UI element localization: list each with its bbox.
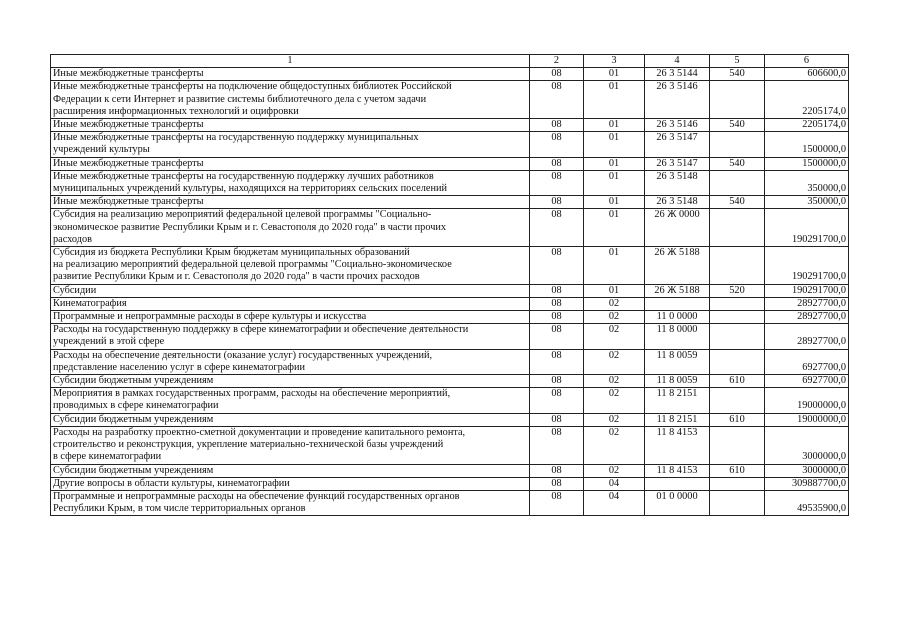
subsection-cell: 01 — [584, 81, 645, 119]
target-article-cell: 26 3 5144 — [645, 68, 710, 81]
section-cell: 08 — [530, 119, 584, 132]
expense-type-cell: 540 — [710, 119, 765, 132]
subsection-cell: 02 — [584, 388, 645, 413]
section-cell: 08 — [530, 68, 584, 81]
section-cell: 08 — [530, 157, 584, 170]
section-cell: 08 — [530, 311, 584, 324]
expense-type-cell — [710, 477, 765, 490]
section-cell: 08 — [530, 284, 584, 297]
item-name-cell: Другие вопросы в области культуры, кинематографии — [51, 477, 530, 490]
expense-type-cell — [710, 247, 765, 285]
table-row — [51, 349, 849, 374]
amount-cell: 2205174,0 — [765, 81, 849, 119]
amount-cell: 28927700,0 — [765, 324, 849, 349]
subsection-cell: 02 — [584, 349, 645, 374]
column-header: 3 — [584, 55, 645, 68]
amount-cell: 28927700,0 — [765, 297, 849, 310]
target-article-cell: 11 8 0059 — [645, 375, 710, 388]
column-header: 5 — [710, 55, 765, 68]
expense-type-cell — [710, 297, 765, 310]
column-header: 1 — [51, 55, 530, 68]
target-article-cell: 11 8 0000 — [645, 324, 710, 349]
expense-type-cell — [710, 170, 765, 195]
table-row — [51, 477, 849, 490]
section-cell: 08 — [530, 170, 584, 195]
section-cell: 08 — [530, 297, 584, 310]
subsection-cell: 01 — [584, 196, 645, 209]
amount-cell: 190291700,0 — [765, 284, 849, 297]
subsection-cell: 01 — [584, 284, 645, 297]
table-row — [51, 311, 849, 324]
header-row — [51, 55, 849, 68]
amount-cell: 1500000,0 — [765, 132, 849, 157]
amount-cell: 350000,0 — [765, 196, 849, 209]
amount-cell: 350000,0 — [765, 170, 849, 195]
budget-table — [50, 54, 849, 516]
expense-type-cell: 540 — [710, 196, 765, 209]
expense-type-cell: 540 — [710, 157, 765, 170]
item-name-cell: Расходы на обеспечение деятельности (оказание услуг) государственных учреждений, представление населению услуг в сфере кинематографии — [51, 349, 530, 374]
amount-cell: 3000000,0 — [765, 426, 849, 464]
target-article-cell: 26 3 5146 — [645, 119, 710, 132]
amount-cell: 49535900,0 — [765, 490, 849, 515]
item-name-cell: Субсидии — [51, 284, 530, 297]
expense-type-cell — [710, 388, 765, 413]
item-name-cell: Иные межбюджетные трансферты — [51, 119, 530, 132]
target-article-cell: 26 Ж 5188 — [645, 284, 710, 297]
table-row — [51, 132, 849, 157]
item-name-cell: Субсидия из бюджета Республики Крым бюджетам муниципальных образований на реализацию мероприятий федеральной целевой программы "Социально-экономическое развитие Республики Крым и г. Севастополя до 2020 года" в части прочих расходов — [51, 247, 530, 285]
expense-type-cell — [710, 132, 765, 157]
table-row — [51, 170, 849, 195]
table-row — [51, 81, 849, 119]
table-row — [51, 196, 849, 209]
item-name-cell: Субсидии бюджетным учреждениям — [51, 464, 530, 477]
table-row — [51, 247, 849, 285]
target-article-cell: 26 3 5147 — [645, 132, 710, 157]
expense-type-cell — [710, 349, 765, 374]
amount-cell: 6927700,0 — [765, 375, 849, 388]
table-row — [51, 324, 849, 349]
section-cell: 08 — [530, 349, 584, 374]
section-cell: 08 — [530, 477, 584, 490]
table-row — [51, 119, 849, 132]
table-row — [51, 375, 849, 388]
target-article-cell: 11 8 4153 — [645, 464, 710, 477]
amount-cell: 606600,0 — [765, 68, 849, 81]
section-cell: 08 — [530, 324, 584, 349]
subsection-cell: 01 — [584, 209, 645, 247]
item-name-cell: Иные межбюджетные трансферты — [51, 196, 530, 209]
amount-cell: 6927700,0 — [765, 349, 849, 374]
subsection-cell: 02 — [584, 324, 645, 349]
subsection-cell: 02 — [584, 311, 645, 324]
item-name-cell: Иные межбюджетные трансферты на государственную поддержку лучших работников муниципальных учреждений культуры, находящихся на территориях сельских поселений — [51, 170, 530, 195]
section-cell: 08 — [530, 464, 584, 477]
expense-type-cell: 610 — [710, 413, 765, 426]
budget-table-page — [50, 54, 848, 516]
item-name-cell: Иные межбюджетные трансферты на подключение общедоступных библиотек Российской Федерации к сети Интернет и развитие системы библиотечного дела с учетом задачи расширения информационных технологий и оцифровки — [51, 81, 530, 119]
column-header: 6 — [765, 55, 849, 68]
subsection-cell: 04 — [584, 490, 645, 515]
table-row — [51, 284, 849, 297]
amount-cell: 309887700,0 — [765, 477, 849, 490]
target-article-cell: 26 3 5148 — [645, 196, 710, 209]
column-header: 2 — [530, 55, 584, 68]
item-name-cell: Программные и непрограммные расходы в сфере культуры и искусства — [51, 311, 530, 324]
expense-type-cell: 540 — [710, 68, 765, 81]
section-cell: 08 — [530, 490, 584, 515]
table-row — [51, 157, 849, 170]
table-row — [51, 297, 849, 310]
target-article-cell: 11 8 2151 — [645, 413, 710, 426]
section-cell: 08 — [530, 375, 584, 388]
subsection-cell: 01 — [584, 119, 645, 132]
section-cell: 08 — [530, 388, 584, 413]
target-article-cell: 11 8 0059 — [645, 349, 710, 374]
item-name-cell: Иные межбюджетные трансферты — [51, 157, 530, 170]
section-cell: 08 — [530, 413, 584, 426]
section-cell: 08 — [530, 426, 584, 464]
amount-cell: 19000000,0 — [765, 413, 849, 426]
table-row — [51, 464, 849, 477]
section-cell: 08 — [530, 132, 584, 157]
subsection-cell: 01 — [584, 157, 645, 170]
item-name-cell: Субсидия на реализацию мероприятий федеральной целевой программы "Социально- экономическое развитие Республики Крым и г. Севастополя до 2020 года" в части прочих расходов — [51, 209, 530, 247]
target-article-cell — [645, 297, 710, 310]
amount-cell: 190291700,0 — [765, 209, 849, 247]
table-row — [51, 426, 849, 464]
expense-type-cell — [710, 490, 765, 515]
item-name-cell: Мероприятия в рамках государственных программ, расходы на обеспечение мероприятий, проводимых в сфере кинематографии — [51, 388, 530, 413]
subsection-cell: 02 — [584, 375, 645, 388]
target-article-cell: 26 3 5146 — [645, 81, 710, 119]
subsection-cell: 01 — [584, 247, 645, 285]
expense-type-cell: 610 — [710, 464, 765, 477]
expense-type-cell — [710, 209, 765, 247]
section-cell: 08 — [530, 247, 584, 285]
column-header: 4 — [645, 55, 710, 68]
expense-type-cell — [710, 426, 765, 464]
table-row — [51, 68, 849, 81]
table-row — [51, 388, 849, 413]
subsection-cell: 02 — [584, 413, 645, 426]
target-article-cell — [645, 477, 710, 490]
amount-cell: 19000000,0 — [765, 388, 849, 413]
target-article-cell: 01 0 0000 — [645, 490, 710, 515]
expense-type-cell — [710, 324, 765, 349]
amount-cell: 3000000,0 — [765, 464, 849, 477]
subsection-cell: 01 — [584, 68, 645, 81]
table-row — [51, 413, 849, 426]
item-name-cell: Расходы на государственную поддержку в сфере кинематографии и обеспечение деятельности учреждений в этой сфере — [51, 324, 530, 349]
target-article-cell: 26 3 5147 — [645, 157, 710, 170]
target-article-cell: 26 Ж 5188 — [645, 247, 710, 285]
target-article-cell: 11 0 0000 — [645, 311, 710, 324]
item-name-cell: Иные межбюджетные трансферты — [51, 68, 530, 81]
section-cell: 08 — [530, 81, 584, 119]
item-name-cell: Субсидии бюджетным учреждениям — [51, 375, 530, 388]
subsection-cell: 01 — [584, 170, 645, 195]
item-name-cell: Кинематография — [51, 297, 530, 310]
expense-type-cell: 520 — [710, 284, 765, 297]
expense-type-cell — [710, 311, 765, 324]
table-body — [51, 68, 849, 516]
subsection-cell: 02 — [584, 426, 645, 464]
expense-type-cell — [710, 81, 765, 119]
target-article-cell: 26 Ж 0000 — [645, 209, 710, 247]
item-name-cell: Расходы на разработку проектно-сметной документации и проведение капитального ремонта, строительство и реконструкция, укрепление материально-технической базы учреждений в сфере кинематографии — [51, 426, 530, 464]
table-row — [51, 490, 849, 515]
target-article-cell: 26 3 5148 — [645, 170, 710, 195]
expense-type-cell: 610 — [710, 375, 765, 388]
amount-cell: 190291700,0 — [765, 247, 849, 285]
item-name-cell: Иные межбюджетные трансферты на государственную поддержку муниципальных учреждений культуры — [51, 132, 530, 157]
amount-cell: 28927700,0 — [765, 311, 849, 324]
subsection-cell: 04 — [584, 477, 645, 490]
amount-cell: 1500000,0 — [765, 157, 849, 170]
target-article-cell: 11 8 4153 — [645, 426, 710, 464]
amount-cell: 2205174,0 — [765, 119, 849, 132]
section-cell: 08 — [530, 196, 584, 209]
subsection-cell: 01 — [584, 132, 645, 157]
subsection-cell: 02 — [584, 297, 645, 310]
table-row — [51, 209, 849, 247]
target-article-cell: 11 8 2151 — [645, 388, 710, 413]
section-cell: 08 — [530, 209, 584, 247]
item-name-cell: Субсидии бюджетным учреждениям — [51, 413, 530, 426]
subsection-cell: 02 — [584, 464, 645, 477]
item-name-cell: Программные и непрограммные расходы на обеспечение функций государственных органов Республики Крым, в том числе территориальных органов — [51, 490, 530, 515]
